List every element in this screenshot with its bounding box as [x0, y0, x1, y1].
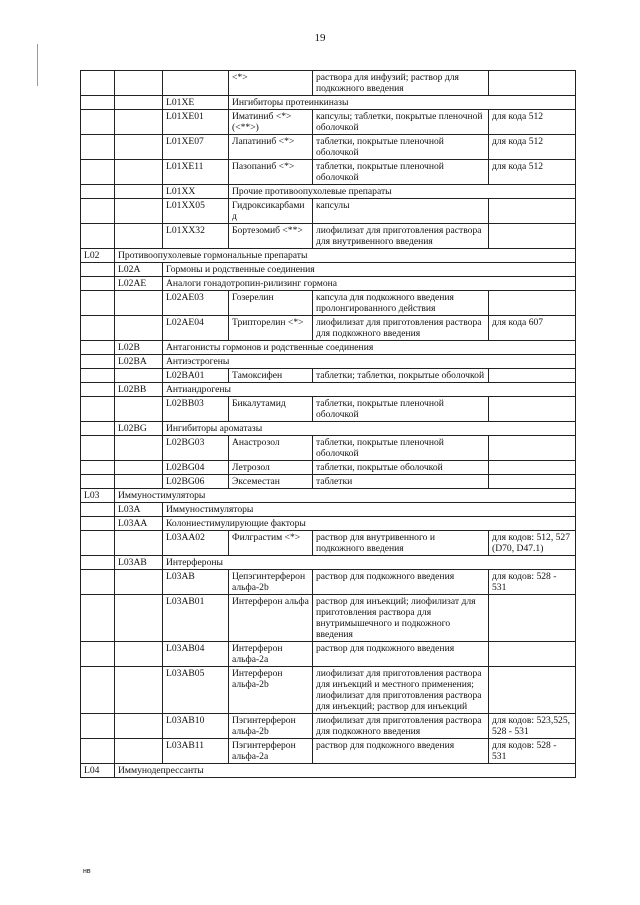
dosage-form: капсулы — [313, 199, 489, 224]
code-note: для кода 512 — [489, 135, 576, 160]
group-name: Иммуностимуляторы — [163, 503, 576, 517]
drug-row — [81, 397, 576, 422]
group-code: L02B — [115, 341, 163, 355]
empty-cell — [115, 570, 163, 595]
dosage-form: лиофилизат для приготовления раствора для подкожного введения — [313, 714, 489, 739]
empty-cell — [115, 461, 163, 475]
empty-cell — [115, 291, 163, 316]
empty-cell — [81, 397, 115, 422]
code-note: для кода 512 — [489, 110, 576, 135]
dosage-form: таблетки; таблетки, покрытые оболочкой — [313, 369, 489, 383]
group-code: L01XX — [163, 185, 229, 199]
empty-cell — [81, 436, 115, 461]
group-name: Гормоны и родственные соединения — [163, 263, 576, 277]
drug-row — [81, 475, 576, 489]
empty-cell — [115, 199, 163, 224]
empty-cell — [81, 517, 115, 531]
atc-code: L03AB10 — [163, 714, 229, 739]
drug-name: Эксеместан — [229, 475, 313, 489]
empty-cell — [81, 71, 115, 96]
group-code: L01XE — [163, 96, 229, 110]
group-name: Антагонисты гормонов и родственные соединения — [163, 341, 576, 355]
empty-cell — [115, 714, 163, 739]
dosage-form: раствор для внутривенного и подкожного введения — [313, 531, 489, 556]
drug-name: Летрозол — [229, 461, 313, 475]
group-row — [81, 249, 576, 263]
group-name: Аналоги гонадотропин-рилизинг гормона — [163, 277, 576, 291]
empty-cell — [81, 135, 115, 160]
code-note — [489, 71, 576, 96]
drug-row — [81, 199, 576, 224]
drug-row — [81, 160, 576, 185]
code-note — [489, 667, 576, 714]
atc-code: L03AB01 — [163, 595, 229, 642]
empty-cell — [115, 185, 163, 199]
empty-cell — [115, 739, 163, 764]
atc-code: L02BG06 — [163, 475, 229, 489]
code-note — [489, 291, 576, 316]
group-row — [81, 422, 576, 436]
drug-name: Интерферон альфа-2а — [229, 642, 313, 667]
atc-code: L02AE04 — [163, 316, 229, 341]
dosage-form: раствора для инфузий; раствор для подкожного введения — [313, 71, 489, 96]
code-note — [489, 369, 576, 383]
dosage-form: раствор для подкожного введения — [313, 642, 489, 667]
empty-cell — [81, 185, 115, 199]
code-note — [489, 475, 576, 489]
empty-cell — [81, 277, 115, 291]
empty-cell — [115, 160, 163, 185]
empty-cell — [115, 436, 163, 461]
atc-code: L03AB11 — [163, 739, 229, 764]
drug-name: Пазопаниб <*> — [229, 160, 313, 185]
dosage-form: раствор для подкожного введения — [313, 570, 489, 595]
drug-row — [81, 71, 576, 96]
empty-cell — [81, 714, 115, 739]
group-name: Интерфероны — [163, 556, 576, 570]
code-note — [489, 397, 576, 422]
drug-name: Интерферон альфа-2b — [229, 667, 313, 714]
dosage-form: капсула для подкожного введения пролонгированного действия — [313, 291, 489, 316]
drug-row — [81, 570, 576, 595]
drug-name: Анастрозол — [229, 436, 313, 461]
group-row — [81, 341, 576, 355]
empty-cell — [115, 397, 163, 422]
group-name: Ингибиторы ароматазы — [163, 422, 576, 436]
dosage-form: лиофилизат для приготовления раствора для внутривенного введения — [313, 224, 489, 249]
empty-cell — [115, 595, 163, 642]
drug-row — [81, 595, 576, 642]
empty-cell — [81, 595, 115, 642]
atc-code: L01XE07 — [163, 135, 229, 160]
drug-row — [81, 531, 576, 556]
atc-code: L03AB — [163, 570, 229, 595]
empty-cell — [81, 369, 115, 383]
group-code: L03AB — [115, 556, 163, 570]
group-code: L02A — [115, 263, 163, 277]
footer-mark: нв — [83, 868, 91, 875]
atc-code: L01XE11 — [163, 160, 229, 185]
group-row — [81, 503, 576, 517]
group-code: L02AE — [115, 277, 163, 291]
empty-cell — [115, 667, 163, 714]
drug-row — [81, 667, 576, 714]
empty-cell — [81, 110, 115, 135]
group-code: L03 — [81, 489, 115, 503]
dosage-form: таблетки — [313, 475, 489, 489]
empty-cell — [81, 422, 115, 436]
empty-cell — [115, 110, 163, 135]
dosage-form: лиофилизат для приготовления раствора для инъекций и местного применения; лиофилизат для приготовления раствора для инъекций; раствор для инъекций — [313, 667, 489, 714]
dosage-form: таблетки, покрытые пленочной оболочкой — [313, 160, 489, 185]
drug-name: Пэгинтерферон альфа-2а — [229, 739, 313, 764]
empty-cell — [81, 291, 115, 316]
group-name: Колониестимулирующие факторы — [163, 517, 576, 531]
empty-cell — [81, 355, 115, 369]
group-code: L02BA — [115, 355, 163, 369]
group-name: Антиандрогены — [163, 383, 576, 397]
group-row — [81, 185, 576, 199]
drug-name: Филграстим <*> — [229, 531, 313, 556]
code-note: для кода 512 — [489, 160, 576, 185]
code-note — [489, 461, 576, 475]
empty-cell — [81, 503, 115, 517]
atc-code: L02BB03 — [163, 397, 229, 422]
atc-code: L03AB05 — [163, 667, 229, 714]
code-note: для кодов: 528 - 531 — [489, 570, 576, 595]
group-row — [81, 277, 576, 291]
group-code: L03AA — [115, 517, 163, 531]
group-row — [81, 355, 576, 369]
code-note — [489, 224, 576, 249]
code-note — [489, 595, 576, 642]
group-code: L02BG — [115, 422, 163, 436]
atc-code: L03AA02 — [163, 531, 229, 556]
empty-cell — [81, 570, 115, 595]
atc-code: L01XE01 — [163, 110, 229, 135]
atc-code: L02AE03 — [163, 291, 229, 316]
empty-cell — [115, 369, 163, 383]
drug-row — [81, 642, 576, 667]
empty-cell — [81, 199, 115, 224]
drug-row — [81, 135, 576, 160]
empty-cell — [81, 263, 115, 277]
drug-name: <*> — [229, 71, 313, 96]
drug-name: Бикалутамид — [229, 397, 313, 422]
drug-row — [81, 110, 576, 135]
atc-code: L01XX05 — [163, 199, 229, 224]
code-note: для кодов: 512, 527 (D70, D47.1) — [489, 531, 576, 556]
dosage-form: лиофилизат для приготовления раствора для подкожного введения — [313, 316, 489, 341]
empty-cell — [115, 316, 163, 341]
code-note: для кодов: 523,525, 528 - 531 — [489, 714, 576, 739]
dosage-form: таблетки, покрытые пленочной оболочкой — [313, 135, 489, 160]
page-number: 19 — [314, 32, 326, 44]
empty-cell — [115, 642, 163, 667]
group-row — [81, 383, 576, 397]
drug-row — [81, 224, 576, 249]
drug-name: Интерферон альфа — [229, 595, 313, 642]
empty-cell — [81, 341, 115, 355]
group-code: L02 — [81, 249, 115, 263]
group-name: Антиэстрогены — [163, 355, 576, 369]
dosage-form: таблетки, покрытые пленочной оболочкой — [313, 436, 489, 461]
drug-row — [81, 714, 576, 739]
empty-cell — [81, 642, 115, 667]
atc-code: L02BG04 — [163, 461, 229, 475]
drug-list-table — [80, 70, 576, 778]
code-note — [489, 642, 576, 667]
group-row — [81, 517, 576, 531]
group-row — [81, 489, 576, 503]
drug-name: Гозерелин — [229, 291, 313, 316]
drug-row — [81, 316, 576, 341]
code-note: для кода 607 — [489, 316, 576, 341]
group-code: L02BB — [115, 383, 163, 397]
empty-cell — [81, 160, 115, 185]
margin-mark — [37, 44, 38, 86]
code-note — [489, 199, 576, 224]
dosage-form: капсулы; таблетки, покрытые пленочной оболочкой — [313, 110, 489, 135]
group-row — [81, 96, 576, 110]
atc-code — [163, 71, 229, 96]
empty-cell — [81, 531, 115, 556]
group-name: Противоопухолевые гормональные препараты — [115, 249, 576, 263]
group-name: Ингибиторы протеинкиназы — [229, 96, 576, 110]
drug-name: Иматиниб <*> (<**>) — [229, 110, 313, 135]
empty-cell — [81, 461, 115, 475]
dosage-form: таблетки, покрытые оболочкой — [313, 461, 489, 475]
drug-name: Гидроксикарбамид — [229, 199, 313, 224]
group-name: Иммуностимуляторы — [115, 489, 576, 503]
empty-cell — [115, 71, 163, 96]
code-note — [489, 436, 576, 461]
empty-cell — [81, 96, 115, 110]
empty-cell — [115, 135, 163, 160]
empty-cell — [115, 224, 163, 249]
dosage-form: таблетки, покрытые пленочной оболочкой — [313, 397, 489, 422]
code-note: для кодов: 528 - 531 — [489, 739, 576, 764]
group-name: Иммунодепрессанты — [115, 764, 576, 778]
empty-cell — [81, 556, 115, 570]
drug-name: Пэгинтерферон альфа-2b — [229, 714, 313, 739]
dosage-form: раствор для инъекций; лиофилизат для приготовления раствора для внутримышечного и подкожного введения — [313, 595, 489, 642]
atc-code: L02BA01 — [163, 369, 229, 383]
empty-cell — [115, 96, 163, 110]
empty-cell — [115, 531, 163, 556]
group-code: L04 — [81, 764, 115, 778]
group-row — [81, 556, 576, 570]
drug-row — [81, 369, 576, 383]
drug-name: Бортезомиб <**> — [229, 224, 313, 249]
empty-cell — [81, 667, 115, 714]
drug-name: Трипторелин <*> — [229, 316, 313, 341]
empty-cell — [81, 475, 115, 489]
empty-cell — [81, 316, 115, 341]
empty-cell — [115, 475, 163, 489]
group-row — [81, 764, 576, 778]
group-code: L03A — [115, 503, 163, 517]
group-name: Прочие противоопухолевые препараты — [229, 185, 576, 199]
drug-name: Лапатиниб <*> — [229, 135, 313, 160]
atc-code: L03AB04 — [163, 642, 229, 667]
drug-row — [81, 436, 576, 461]
group-row — [81, 263, 576, 277]
dosage-form: раствор для подкожного введения — [313, 739, 489, 764]
empty-cell — [81, 383, 115, 397]
drug-row — [81, 739, 576, 764]
atc-code: L01XX32 — [163, 224, 229, 249]
drug-row — [81, 291, 576, 316]
empty-cell — [81, 224, 115, 249]
drug-name: Тамоксифен — [229, 369, 313, 383]
drug-row — [81, 461, 576, 475]
empty-cell — [81, 739, 115, 764]
drug-name: Цепэгинтерферон альфа-2b — [229, 570, 313, 595]
atc-code: L02BG03 — [163, 436, 229, 461]
